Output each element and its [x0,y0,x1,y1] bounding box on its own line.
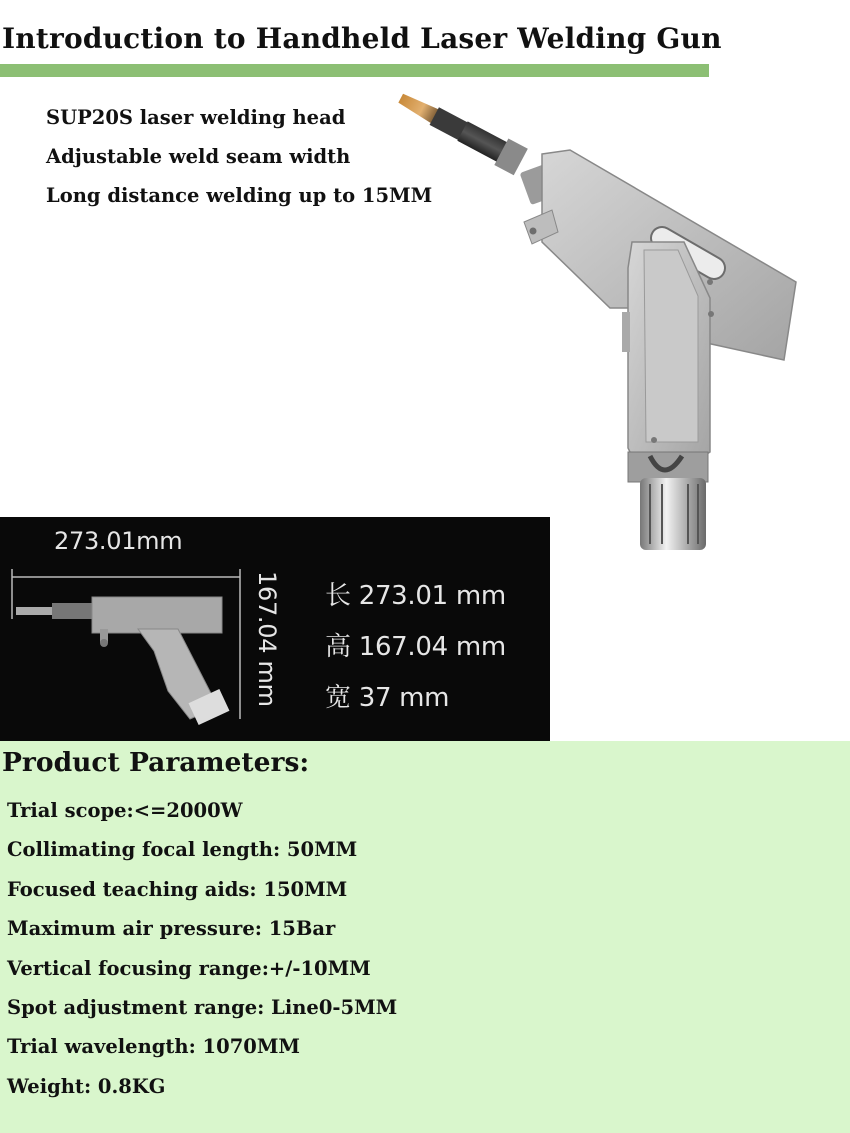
parameters-heading: Product Parameters: [2,747,310,778]
parameter-item: Weight: 0.8KG [7,1074,166,1098]
spec-length [325,575,506,612]
parameter-item: Trial wavelength: 1070MM [7,1035,301,1059]
feature-item: Long distance welding up to 15MM [46,184,433,207]
parameter-item: Spot adjustment range: Line0-5MM [7,996,398,1020]
parameter-item: Collimating focal length: 50MM [7,838,358,862]
welding-gun-thumbnail [8,569,248,729]
spec-key: 长 [325,581,351,611]
parameter-item: Focused teaching aids: 150MM [7,877,348,901]
feature-item: SUP20S laser welding head [46,106,346,129]
parameter-item: Vertical focusing range:+/-10MM [7,956,371,980]
page-title: Introduction to Handheld Laser Welding Gun [2,22,722,55]
spec-key: 宽 [325,683,351,713]
parameter-item: Trial scope:<=2000W [7,799,243,822]
spec-value: 37 mm [358,683,450,713]
product-parameters-section [0,741,850,1133]
spec-height [325,626,506,663]
height-dimension-label: 167.04 mm [253,571,281,707]
welding-gun-image [392,92,802,554]
dimensions-panel [0,517,550,741]
spec-key: 高 [325,632,351,662]
parameter-item: Maximum air pressure: 15Bar [7,917,336,941]
spec-width [325,677,449,714]
feature-list [46,98,432,215]
length-dimension-label: 273.01mm [54,527,183,555]
feature-item: Adjustable weld seam width [46,145,351,168]
spec-value: 167.04 mm [358,632,506,662]
title-underline-bar [0,64,709,77]
parameters-list [7,791,397,1106]
spec-value: 273.01 mm [358,581,506,611]
